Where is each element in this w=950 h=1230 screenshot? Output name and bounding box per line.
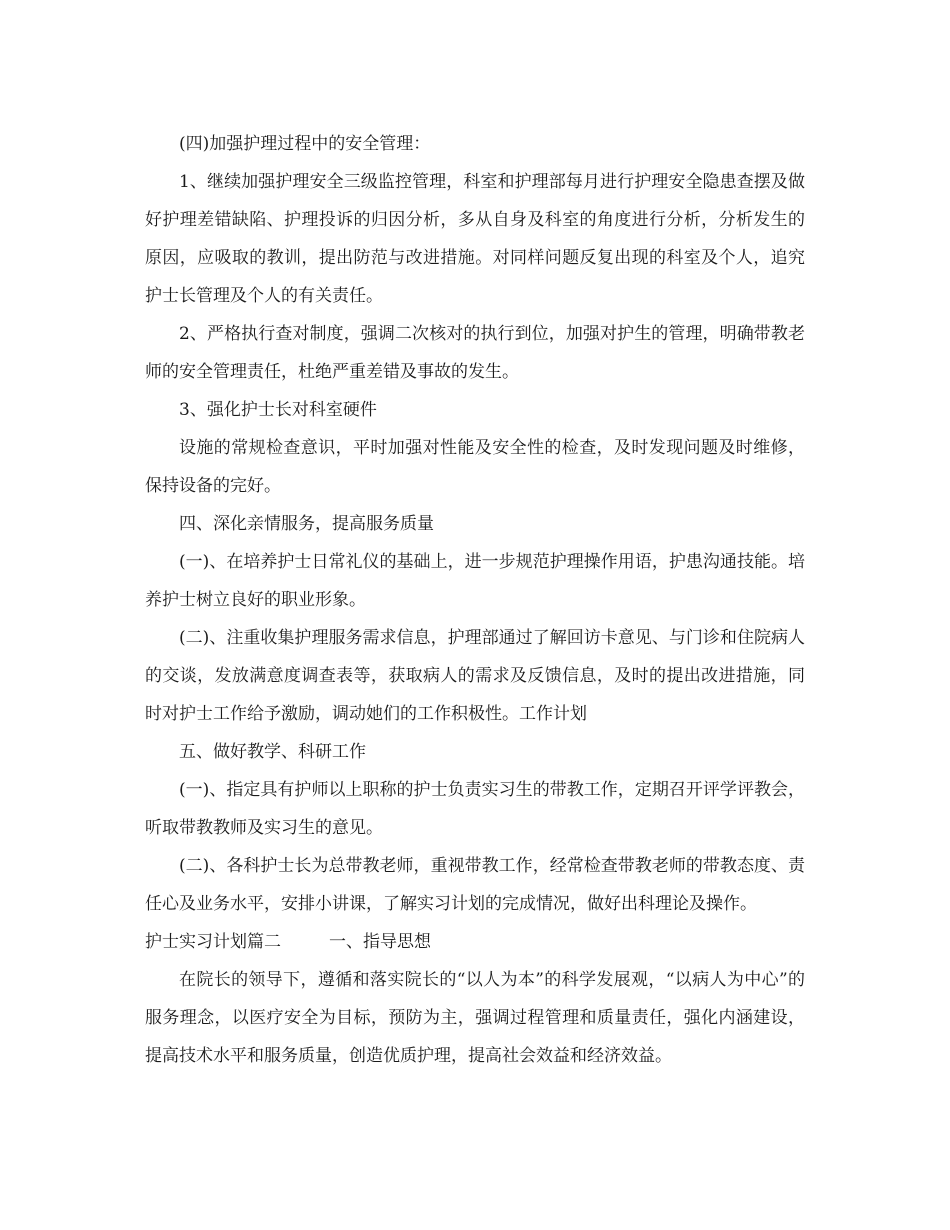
paragraph-section-4-heading: (四)加强护理过程中的安全管理： — [179, 134, 431, 154]
heading-line — [145, 923, 805, 961]
paragraph-teaching-2: (二)、各科护士长为总带教老师，重视带教工作，经常检查带教老师的带教态度、责任心及业务水平，安排小讲课，了解实习计划的完成情况，做好出科理论及操作。 — [145, 856, 805, 914]
paragraph-item-3: 3、强化护士长对科室硬件 — [179, 400, 377, 420]
paragraph-service-1: (一)、在培养护士日常礼仪的基础上，进一步规范护理操作用语，护患沟通技能。培养护士树立良好的职业形象。 — [145, 552, 805, 610]
heading-line-left: 护士实习计划篇二 — [145, 932, 281, 952]
paragraph-guiding-thought: 在院长的领导下，遵循和落实院长的“以人为本”的科学发展观，“以病人为中心”的服务理念，以医疗安全为目标，预防为主，强调过程管理和质量责任，强化内涵建设，提高技术水平和服务质量，创造优质护理，提高社会效益和经济效益。 — [145, 970, 805, 1066]
paragraph-teaching-1: (一)、指定具有护师以上职称的护士负责实习生的带教工作，定期召开评学评教会，听取带教教师及实习生的意见。 — [145, 780, 805, 838]
paragraph-section-five-title: 五、做好教学、科研工作 — [179, 742, 366, 762]
heading-line-right: 一、指导思想 — [329, 932, 431, 952]
paragraph-item-3-continued: 设施的常规检查意识，平时加强对性能及安全性的检查，及时发现问题及时维修，保持设备的完好。 — [145, 438, 805, 496]
paragraph-service-2: (二)、注重收集护理服务需求信息，护理部通过了解回访卡意见、与门诊和住院病人的交谈，发放满意度调查表等，获取病人的需求及反馈信息，及时的提出改进措施，同时对护士工作给予激励，调动她们的工作积极性。工作计划 — [145, 628, 805, 724]
paragraph-section-four-title: 四、深化亲情服务，提高服务质量 — [179, 514, 434, 534]
paragraph-item-1: 1、继续加强护理安全三级监控管理，科室和护理部每月进行护理安全隐患查摆及做好护理差错缺陷、护理投诉的归因分析，多从自身及科室的角度进行分析，分析发生的原因，应吸取的教训，提出防范与改进措施。对同样问题反复出现的科室及个人，追究护士长管理及个人的有关责任。 — [145, 172, 805, 306]
paragraph-item-2: 2、严格执行查对制度，强调二次核对的执行到位，加强对护生的管理，明确带教老师的安全管理责任，杜绝严重差错及事故的发生。 — [145, 324, 805, 382]
